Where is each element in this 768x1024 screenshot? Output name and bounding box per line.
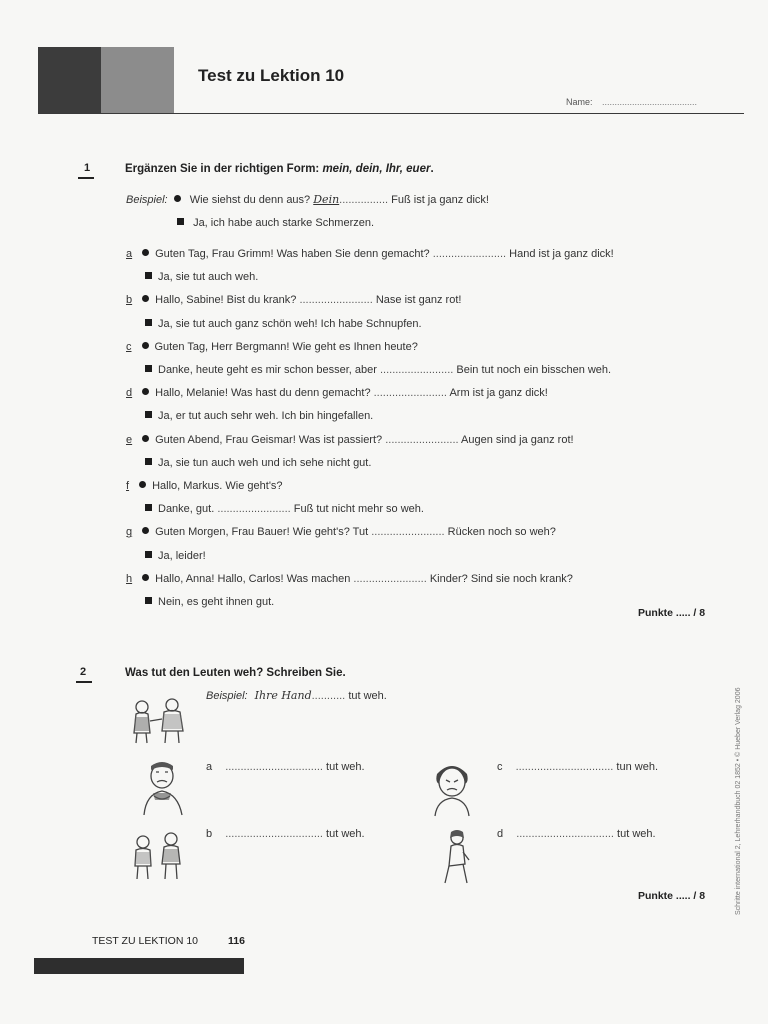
header-dark-block [38, 47, 101, 113]
section1-points: Punkte ..... / 8 [638, 607, 706, 619]
question-text: Guten Abend, Frau Geismar! Was ist passiert? [155, 433, 383, 446]
section2-title: Was tut den Leuten weh? Schreiben Sie. [125, 667, 346, 679]
illustration-woman-back [433, 830, 478, 885]
question-rest: Hand ist ja ganz dick! [509, 248, 614, 260]
question-text: Guten Tag, Frau Grimm! Was haben Sie denn gemacht? [155, 248, 430, 260]
reply-text: Danke, gut. [158, 503, 215, 516]
bullet-icon [142, 435, 149, 442]
answer-blank[interactable]: ........................ [385, 433, 459, 446]
page-title: Test zu Lektion 10 [198, 66, 345, 85]
answer-blank[interactable]: ................................ [515, 761, 614, 773]
question-rest: Arm ist ja ganz dick! [449, 387, 548, 400]
exercise-question-h [126, 572, 573, 586]
question-rest: Rücken noch so weh? [447, 526, 556, 539]
footer-text: TEST ZU LEKTION 10 [92, 935, 198, 947]
exercise-question-d [126, 386, 548, 400]
bullet-icon [139, 481, 146, 488]
illustration-woman-eyes [427, 760, 477, 818]
answer-blank[interactable]: ........................ [379, 364, 454, 376]
exercise-reply-h [145, 595, 274, 609]
example-answer-2: Ihre Hand [254, 689, 312, 702]
section1-title: Ergänzen Sie in der richtigen Form: mein, dein, Ihr, euer. [125, 163, 434, 175]
header-grey-block [101, 47, 174, 113]
exercise-reply-f [145, 502, 424, 516]
square-bullet-icon [145, 504, 152, 511]
square-bullet-icon [177, 218, 184, 225]
question-rest: Augen sind ja ganz rot! [461, 433, 574, 446]
answer-blank[interactable]: ........................ [217, 503, 291, 516]
reply-text: Danke, heute geht es mir schon besser, aber [158, 364, 377, 376]
section2-item-d: d ................................ tut weh. [497, 828, 656, 840]
bullet-icon [142, 295, 149, 302]
bullet-icon [142, 342, 149, 349]
answer-blank[interactable]: ........................ [371, 526, 445, 539]
exercise-reply-e [145, 456, 371, 470]
section2-item-b: b ................................ tut weh. [206, 828, 365, 840]
answer-blank[interactable]: ................................ [516, 828, 614, 840]
exercise-question-f [126, 479, 283, 493]
name-field[interactable]: ...................................... [602, 97, 698, 107]
section1-number-underline [78, 177, 94, 179]
exercise-question-a [126, 247, 614, 261]
item-letter: h [126, 572, 133, 585]
illustration-man-throat [134, 760, 194, 818]
question-rest: Kinder? Sind sie noch krank? [429, 572, 573, 585]
reply-text: Ja, er tut auch sehr weh. Ich bin hingefallen. [158, 410, 374, 423]
reply-text: Ja, sie tut auch weh. [158, 271, 259, 284]
copyright-side-note: Schritte international 2, Lehrerhandbuch 02 1852 • © Hueber Verlag 2006 [735, 687, 742, 915]
name-label: Name: [566, 97, 593, 107]
answer-blank[interactable]: ........................ [299, 294, 373, 307]
question-text: Hallo, Melanie! Was hast du denn gemacht? [155, 387, 371, 400]
footer-bar [34, 958, 244, 974]
exercise-question-g [126, 525, 556, 539]
square-bullet-icon [145, 458, 152, 465]
item-letter: a [126, 248, 133, 260]
question-rest: Nase ist ganz rot! [375, 294, 462, 307]
square-bullet-icon [145, 597, 152, 604]
item-letter: g [126, 526, 133, 539]
item-letter: c [126, 340, 132, 353]
question-text: Hallo, Anna! Hallo, Carlos! Was machen [155, 572, 351, 585]
section2-number-underline [76, 681, 92, 683]
question-text: Guten Tag, Herr Bergmann! Wie geht es Ihnen heute? [154, 340, 418, 353]
bullet-icon [142, 388, 149, 395]
question-text: Hallo, Markus. Wie geht's? [152, 480, 283, 492]
answer-blank[interactable]: ........................ [432, 248, 507, 260]
section2-example: Beispiel: Ihre Hand........... tut weh. [206, 689, 387, 702]
bullet-icon [142, 574, 149, 581]
reply-text: Nein, es geht ihnen gut. [158, 596, 275, 608]
item-letter: f [126, 480, 130, 492]
exercise-question-b [126, 293, 461, 307]
exercise-reply-a [145, 270, 258, 284]
header-rule [38, 113, 744, 114]
answer-blank[interactable]: ........................ [353, 572, 427, 585]
square-bullet-icon [145, 319, 152, 326]
exercise-question-c [126, 340, 418, 354]
square-bullet-icon [145, 551, 152, 558]
section1-number: 1 [84, 162, 91, 174]
section2-points: Punkte ..... / 8 [638, 890, 706, 902]
section1-example-question: Beispiel: Wie siehst du denn aus? Dein................ Fuß ist ja ganz dick! [126, 193, 489, 206]
bullet-icon [142, 527, 149, 534]
exercise-reply-g [145, 549, 206, 563]
reply-text: Ja, sie tun auch weh und ich sehe nicht gut. [158, 456, 372, 469]
illustration-two-people-hand [128, 697, 193, 745]
reply-rest: Bein tut noch ein bisschen weh. [456, 364, 612, 376]
section2-number: 2 [80, 666, 87, 678]
reply-rest: Fuß tut nicht mehr so weh. [293, 503, 424, 516]
section2-item-a: a ................................ tut weh. [206, 761, 365, 773]
section2-item-c: c ................................ tun weh. [497, 761, 659, 773]
page-number: 116 [228, 935, 245, 947]
answer-blank[interactable]: ................................ [225, 761, 323, 773]
exercise-question-e [126, 433, 574, 447]
exercise-reply-d [145, 409, 373, 423]
square-bullet-icon [145, 365, 152, 372]
square-bullet-icon [145, 272, 152, 279]
section1-example-reply: Ja, ich habe auch starke Schmerzen. [177, 216, 374, 230]
reply-text: Ja, sie tut auch ganz schön weh! Ich habe Schnupfen. [158, 317, 422, 330]
bullet-icon [142, 249, 149, 256]
square-bullet-icon [145, 411, 152, 418]
question-text: Guten Morgen, Frau Bauer! Wie geht's? Tut [155, 526, 369, 539]
question-text: Hallo, Sabine! Bist du krank? [155, 294, 297, 307]
item-letter: b [126, 294, 133, 307]
answer-blank[interactable]: ........................ [373, 387, 447, 400]
item-letter: d [126, 387, 133, 400]
exercise-reply-b [145, 317, 422, 331]
reply-text: Ja, leider! [158, 549, 206, 562]
answer-blank[interactable]: ................................ [225, 828, 323, 840]
item-letter: e [126, 433, 133, 446]
bullet-icon [174, 195, 181, 202]
exercise-reply-c [145, 363, 611, 377]
illustration-children-stomach [128, 830, 188, 882]
example-answer: Dein [313, 193, 340, 206]
